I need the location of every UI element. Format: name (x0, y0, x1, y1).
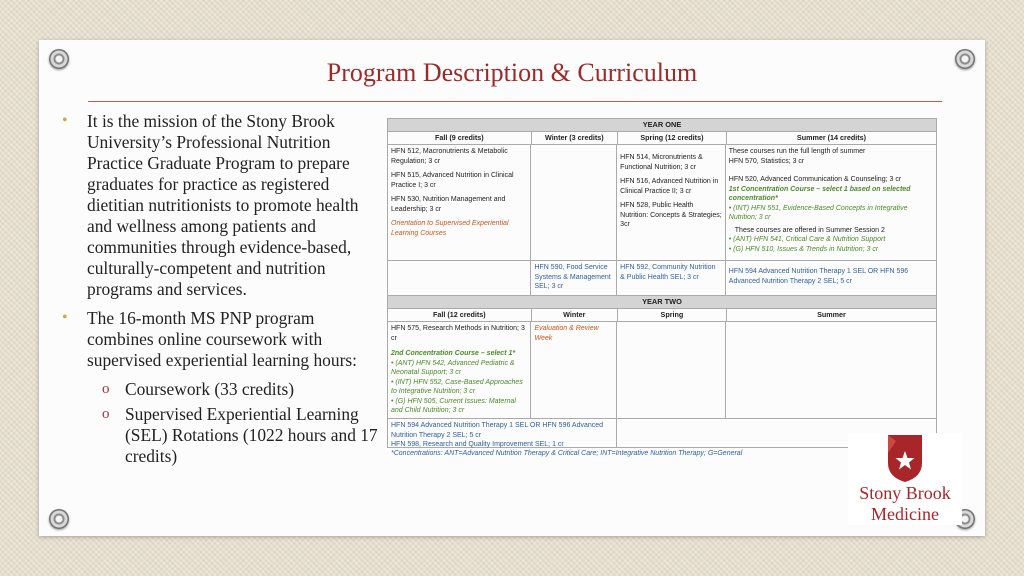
logo-line1: Stony Brook (859, 483, 951, 503)
pin-icon (49, 509, 69, 529)
year-one-header: Fall (9 credits) Winter (3 credits) Spring (12 credits) Summer (14 credits) (387, 132, 937, 145)
logo-line2: Medicine (871, 504, 939, 524)
page-title: Program Description & Curriculum (326, 58, 698, 87)
bullet-icon: • (62, 112, 68, 129)
description-text (62, 111, 382, 471)
stony-brook-medicine-logo (848, 433, 962, 525)
bullet-icon: • (62, 309, 68, 326)
circle-bullet-icon: o (102, 381, 110, 397)
table-row: HFN 512, Macronutrients & Metabolic Regulation; 3 cr HFN 515, Advanced Nutrition in Clinical Practice I; 3 cr HFN 530, Nutrition Management and Leadership; 3 cr Orientation to Supervised Experiential Learning Courses HFN 514, Micronutrients & Functional Nutrition; 3 cr HFN 516, Advanced Nutrition in Clinical Practice II; 3 cr HFN 528, Public Health Nutrition: Concepts & Strategies; 3cr These courses run the full length of summer HFN 570, Statistics; 3 cr HFN 520, Advanced Communication & Counseling; 3 cr 1st Concentration Course – select 1 based on selected concentration* • (INT) HFN 551, Evidence-Based Concepts in Integrative Nutrition; 3 cr These courses are offered in Summer Session 2 • (ANT) HFN 541, Critical Care & Nutrition Support • (G) HFN 510, Issues & Trends in Nutrition; 3 cr (387, 145, 937, 261)
table-row: HFN 590, Food Service Systems & Management SEL; 3 cr HFN 592, Community Nutrition & Public Health SEL; 3 cr HFN 594 Advanced Nutrition Therapy 1 SEL OR HFN 596 Advanced Nutrition Therapy 2 SEL; 5 cr (387, 261, 937, 296)
year-two-band: YEAR TWO (387, 296, 937, 309)
bullet-item: • It is the mission of the Stony Brook University’s Professional Nutrition Practice Graduate Program to prepare graduates for practice as registered dietitian nutritionists to promote health and wellness among patients and communities through evidence-based, culturally-competent and nutrition programs and services. (62, 111, 359, 299)
bullet-item: • The 16-month MS PNP program combines online coursework with supervised experiential learning hours: (62, 308, 357, 370)
curriculum-table (387, 118, 937, 459)
footnote: *Concentrations: ANT=Advanced Nutrition Therapy & Critical Care; INT=Integrative Nutrition Therapy; G=General (391, 450, 743, 457)
sub-bullet-item: o Coursework (33 credits) (102, 379, 295, 399)
table-row: HFN 575, Research Methods in Nutrition; 3 cr 2nd Concentration Course – select 1* • (ANT) HFN 542, Advanced Pediatric & Neonatal Support; 3 cr • (INT) HFN 552, Case-Based Approaches to Integrative Nutrition; 3 cr • (G) HFN 505, Current Issues: Maternal and Child Nutrition; 3 cr Evaluation & Review Week (387, 322, 937, 419)
year-one-band: YEAR ONE (387, 118, 937, 132)
table-row: HFN 594 Advanced Nutrition Therapy 1 SEL OR HFN 596 Advanced Nutrition Therapy 2 SEL; 5 cr HFN 598, Research and Quality Improvement SEL; 1 cr (387, 419, 937, 448)
year-two-header: Fall (12 credits) Winter Spring Summer (387, 309, 937, 322)
circle-bullet-icon: o (102, 406, 110, 422)
sub-bullet-item: o Supervised Experiential Learning (SEL) Rotations (1022 hours and 17 credits) (102, 404, 378, 466)
title-divider (88, 101, 942, 102)
shield-icon (848, 433, 962, 483)
